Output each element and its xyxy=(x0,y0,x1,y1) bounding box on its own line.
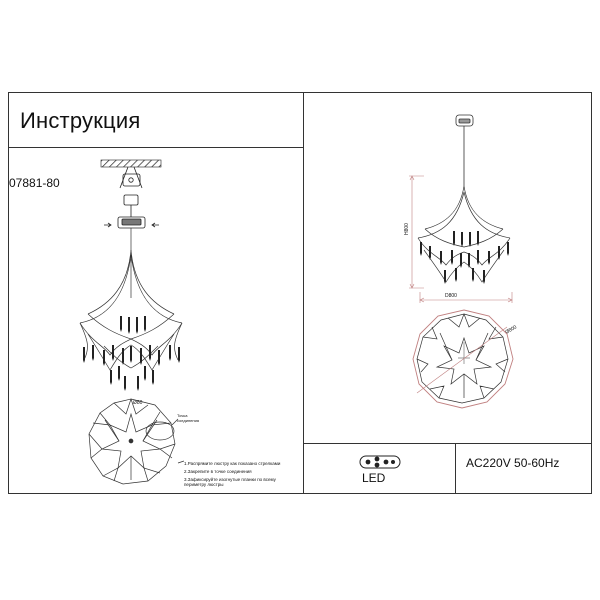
model-number: 07881-80 xyxy=(9,176,60,190)
ceiling-mount-hatch xyxy=(101,160,161,167)
height-dimension: H800 xyxy=(404,223,410,235)
led-icon xyxy=(360,456,400,468)
right-chandelier-frame xyxy=(418,186,510,282)
right-chandelier-crystals xyxy=(420,231,509,284)
right-ceiling-canopy xyxy=(456,115,473,186)
step-3: 3.Зафиксируйте изогнутые планки по всему xyxy=(184,477,276,482)
left-top-view xyxy=(89,399,175,484)
diameter-dimension-line xyxy=(417,327,507,393)
width-dimension-line xyxy=(420,292,512,303)
step-2: 2.Закрепите в точке соединения xyxy=(184,469,252,474)
step-1: 1.Распрямите люстру как показано стрелками xyxy=(184,461,281,466)
diameter-dimension: Ø800 xyxy=(504,324,518,336)
left-chandelier-crystals xyxy=(83,316,180,391)
step-3-continued: периметру люстры xyxy=(184,482,224,487)
power-spec: AC220V 50-60Hz xyxy=(466,456,560,470)
led-label: LED xyxy=(362,471,386,485)
callout-line-1: Точка xyxy=(177,413,188,418)
height-dimension-line xyxy=(409,176,424,288)
mounting-bracket-icon xyxy=(104,167,159,228)
callout-line-2: соединения xyxy=(177,418,200,423)
page-title: Инструкция xyxy=(20,108,141,133)
width-dimension: D800 xyxy=(445,293,457,299)
left-diameter-dimension: Ø80 xyxy=(133,400,143,406)
